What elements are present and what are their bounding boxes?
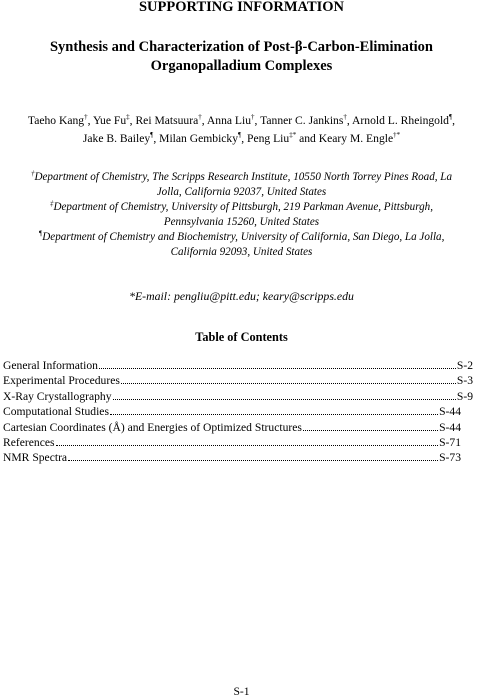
paper-title-line-1: Synthesis and Characterization of Post-β-Carbon-Elimination (49, 39, 434, 55)
toc-entry-label: Experimental Procedures (3, 374, 120, 388)
toc-entry[interactable] (3, 404, 473, 419)
toc-entry-label: References (3, 435, 55, 449)
toc-entry-page: S-9 (456, 389, 473, 403)
toc-leader (56, 444, 439, 446)
author: Jake B. Bailey¶, (82, 131, 160, 145)
author: Yue Fu‡, (92, 113, 136, 127)
toc-entry-label: X-Ray Crystallography (3, 389, 112, 403)
toc-leader (99, 367, 456, 369)
toc-entry-page: S-44 (439, 420, 461, 434)
toc-leader (110, 413, 438, 415)
corresponding-email: *E-mail: pengliu@pitt.edu; keary@scripps.edu (129, 289, 354, 303)
toc-entry[interactable] (3, 435, 473, 450)
author-line-1 (0, 112, 483, 130)
paper-title-line-2: Organopalladium Complexes (150, 58, 333, 74)
toc-leader (68, 459, 438, 461)
toc-title: Table of Contents (195, 330, 288, 344)
toc-entry[interactable] (3, 389, 473, 404)
author: Taeho Kang†, (27, 113, 93, 127)
author: Peng Liu‡* and (247, 131, 319, 145)
toc-entry-page: S-71 (439, 435, 461, 449)
toc-leader (303, 429, 438, 431)
affiliation: †Department of Chemistry, The Scripps Research Institute, 10550 North Torrey Pines Road, La Jolla, California 92037, United States (30, 169, 453, 198)
toc-entry-label: General Information (3, 359, 98, 372)
author: Milan Gembicky¶, (159, 131, 247, 145)
toc-entry[interactable] (3, 420, 473, 435)
author: Anna Liu†, (206, 113, 261, 127)
author: Tanner C. Jankins†, (260, 113, 353, 127)
toc-entry-page: S-73 (439, 451, 461, 465)
toc-entry-page: S-2 (456, 359, 473, 372)
author: Arnold L. Rheingold¶, (352, 113, 456, 127)
toc-leader (113, 398, 456, 400)
affiliation-list (20, 170, 463, 260)
affiliation: ‡Department of Chemistry, University of Pittsburgh, 219 Parkman Avenue, Pittsburgh, Pennsylvania 15260, United States (49, 199, 433, 228)
toc-leader (121, 382, 456, 384)
toc-entry[interactable] (3, 450, 473, 465)
toc-entry-label: NMR Spectra (3, 451, 68, 465)
toc-entry-page: S-3 (456, 374, 473, 388)
toc-entry-label: Cartesian Coordinates (Å) and Energies of Optimized Structures (3, 420, 302, 434)
author-line-2 (0, 130, 483, 148)
toc-entry-label: Computational Studies (3, 405, 109, 419)
toc-entry[interactable] (3, 373, 473, 388)
toc-entry[interactable] (3, 358, 473, 373)
author: Keary M. Engle†* (318, 131, 401, 145)
author-list (0, 112, 483, 148)
paper-title (0, 38, 483, 76)
toc-entry-page: S-44 (439, 405, 461, 419)
page-heading: SUPPORTING INFORMATION (138, 0, 345, 15)
page-number: S-1 (233, 685, 250, 698)
affiliation: ¶Department of Chemistry and Biochemistry, University of California, San Diego, La Jolla, California 92093, United States (38, 229, 445, 258)
table-of-contents (3, 358, 473, 466)
author: Rei Matsuura†, (135, 113, 207, 127)
